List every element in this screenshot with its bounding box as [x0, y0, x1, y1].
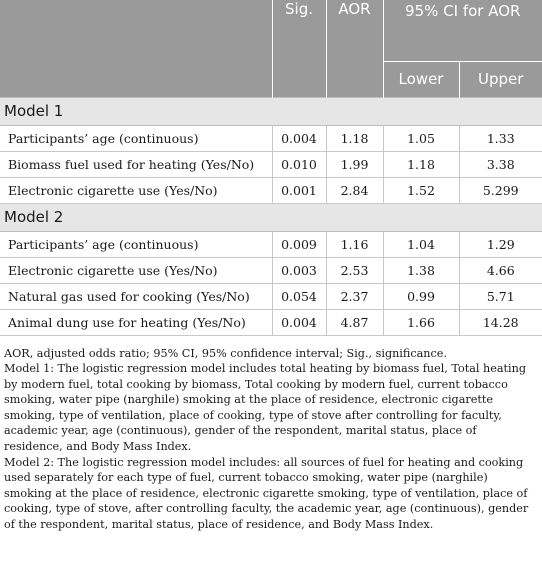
variable-cell: Biomass fuel used for heating (Yes/No) [0, 151, 272, 177]
header-aor: AOR [326, 0, 383, 97]
model-heading-row [0, 97, 542, 125]
lower-cell: 1.38 [383, 257, 459, 283]
lower-cell: 0.99 [383, 283, 459, 309]
sig-cell: 0.004 [272, 309, 326, 335]
lower-cell: 1.52 [383, 177, 459, 203]
table-row [0, 283, 542, 309]
upper-cell: 4.66 [459, 257, 542, 283]
lower-cell: 1.05 [383, 125, 459, 151]
lower-cell: 1.18 [383, 151, 459, 177]
aor-cell: 1.99 [326, 151, 383, 177]
aor-cell: 2.84 [326, 177, 383, 203]
variable-cell: Electronic cigarette use (Yes/No) [0, 257, 272, 283]
model-1-label: Model 1 [0, 97, 542, 125]
header-upper: Upper [459, 61, 542, 97]
table-row [0, 309, 542, 335]
variable-cell: Participants’ age (continuous) [0, 125, 272, 151]
header-sig: Sig. [272, 0, 326, 97]
variable-cell: Electronic cigarette use (Yes/No) [0, 177, 272, 203]
table-footnotes [0, 336, 542, 533]
aor-cell: 1.16 [326, 231, 383, 257]
sig-cell: 0.010 [272, 151, 326, 177]
header-lower: Lower [383, 61, 459, 97]
table-row [0, 125, 542, 151]
sig-cell: 0.003 [272, 257, 326, 283]
sig-cell: 0.004 [272, 125, 326, 151]
lower-cell: 1.04 [383, 231, 459, 257]
table-row [0, 151, 542, 177]
upper-cell: 5.71 [459, 283, 542, 309]
upper-cell: 14.28 [459, 309, 542, 335]
upper-cell: 1.29 [459, 231, 542, 257]
model-2-note: Model 2: The logistic regression model includes: all sources of fuel for heating and cooking used separately for each type of fuel, current tobacco smoking, water pipe (narghile) smoking at the place of residence, electronic cigarette smoking, type of ventilation, place of cooking, type of stove, after controlling faculty, the academic year, age (continuous), gender of the respondent, marital status, place of residence, and Body Mass Index. [4, 455, 529, 532]
sig-cell: 0.001 [272, 177, 326, 203]
variable-cell: Animal dung use for heating (Yes/No) [0, 309, 272, 335]
upper-cell: 5.299 [459, 177, 542, 203]
sig-cell: 0.009 [272, 231, 326, 257]
aor-cell: 2.53 [326, 257, 383, 283]
sig-cell: 0.054 [272, 283, 326, 309]
model-1-note: Model 1: The logistic regression model includes total heating by biomass fuel, Total heating by modern fuel, total cooking by biomass, Total cooking by modern fuel, current tobacco smoking, water pipe (narghile) smoking at the place of residence, electronic cigarette smoking, type of ventilation, place of cooking, type of stove after controlling for faculty, academic year, age (continuous), gender of the respondent, marital status, place of residence, and Body Mass Index. [4, 362, 526, 454]
variable-cell: Natural gas used for cooking (Yes/No) [0, 283, 272, 309]
header-ci: 95% CI for AOR [383, 0, 542, 61]
table-row [0, 257, 542, 283]
header-variable-cell [0, 0, 272, 97]
model-heading-row [0, 203, 542, 231]
aor-cell: 2.37 [326, 283, 383, 309]
upper-cell: 1.33 [459, 125, 542, 151]
aor-cell: 4.87 [326, 309, 383, 335]
table-row [0, 231, 542, 257]
upper-cell: 3.38 [459, 151, 542, 177]
table-row [0, 177, 542, 203]
aor-cell: 1.18 [326, 125, 383, 151]
header-row-top [0, 0, 542, 61]
variable-cell: Participants’ age (continuous) [0, 231, 272, 257]
model-2-label: Model 2 [0, 203, 542, 231]
lower-cell: 1.66 [383, 309, 459, 335]
abbreviations-note: AOR, adjusted odds ratio; 95% CI, 95% confidence interval; Sig., significance. [4, 346, 447, 360]
